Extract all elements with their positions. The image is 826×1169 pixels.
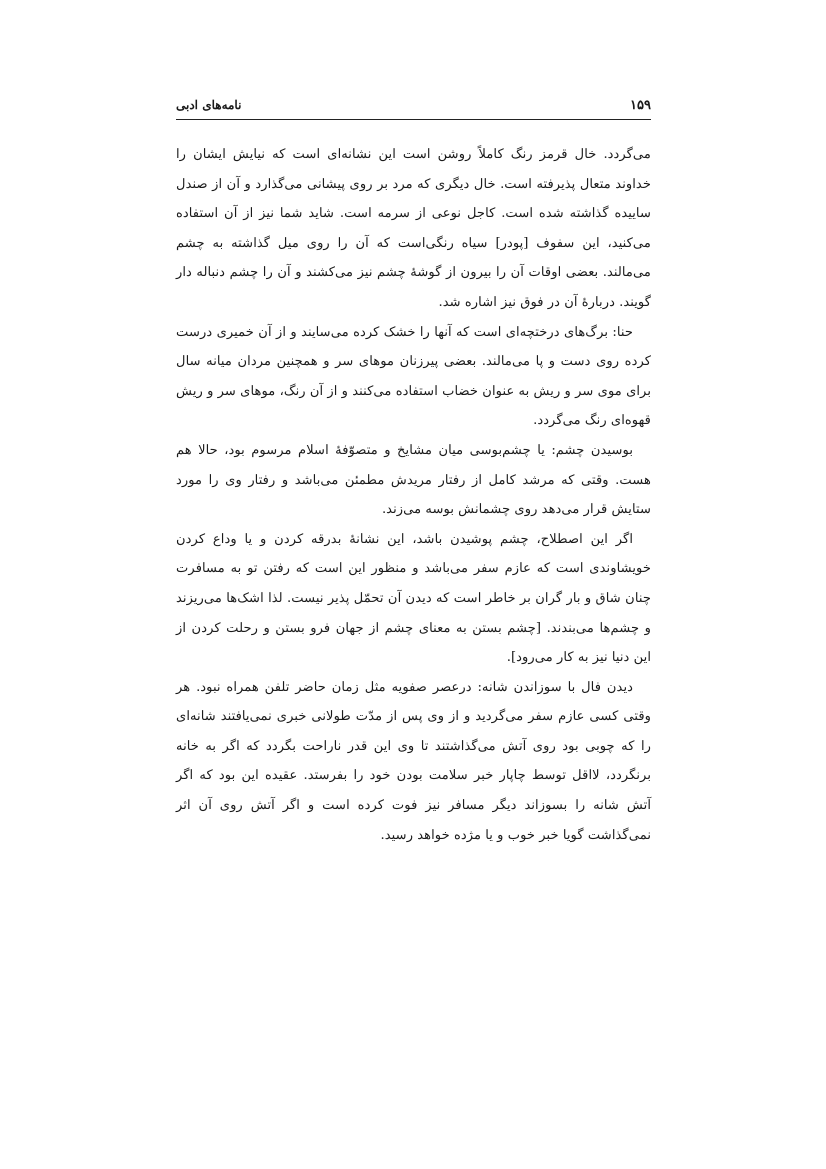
paragraph-comb-omen: دیدن فال با سوزاندن شانه: درعصر صفویه مثل زمان حاضر تلفن همراه نبود. هر وقتی کسی عازم سفر می‌گردید و از وی پس از مدّت طولانی خبری نمی‌یافتند شانه‌ای را که چوبی بود روی آتش می‌گذاشتند تا وی این قدر ناراحت بگردد که اگر به خانه برنگردد، لااقل توسط چاپار خبر سلامت بودن خود را بفرستد. عقیده این بود که اگر آتش شانه را بسوزاند دیگر مسافر نیز فوت کرده است و اگر آتش روی آن اثر نمی‌گذاشت گویا خبر خوب و یا مژده خواهد رسید. [176, 679, 651, 843]
running-title: نامه‌های ادبی [176, 98, 242, 112]
paragraph-eye-kissing: بوسیدن چشم: یا چشم‌بوسی میان مشایخ و متصوّفهٔ اسلام مرسوم بود، حالا هم هست. وقتی که مرشد کامل از رفتار مریدش مطمئن می‌باشد و رفتار وی را مورد ستایش قرار می‌دهد روی چشمانش بوسه می‌زند. [176, 442, 651, 518]
paragraph-henna: حنا: برگ‌های درختچه‌ای است که آنها را خشک کرده می‌سایند و از آن خمیری درست کرده روی دست و پا می‌مالند. بعضی پیرزنان موهای سر و همچنین مردان میانه سال برای موی سر و ریش به عنوان خضاب استفاده می‌کنند و از آن رنگ، موهای سر و ریش قهوه‌ای رنگ می‌گردد. [176, 324, 651, 429]
body-text [176, 140, 651, 850]
page-number: ۱۵۹ [630, 98, 651, 113]
running-header [176, 98, 651, 120]
paragraph-closing-eyes: اگر این اصطلاح، چشم پوشیدن باشد، این نشانهٔ بدرقه کردن و یا وداع کردن خویشاوندی است که عازم سفر می‌باشد و منظور این است که رفتن تو به مسافرت چنان شاق و بار گران بر خاطر است که دیدن آن تحمّل پذیر نیست. لذا اشک‌ها می‌ریزند و چشم‌ها می‌بندند. [چشم بستن به معنای چشم از جهان فرو بستن و رحلت کردن از این دنیا نیز به کار می‌رود]. [176, 531, 651, 666]
paragraph-continued: می‌گردد. خال قرمز رنگ کاملاً روشن است این نشانه‌ای است که نیایش ایشان را خداوند متعال پذیرفته است. خال دیگری که مرد بر روی پیشانی می‌گذارد و آن از صندل ساییده گذاشته شده است. کاجل نوعی از سرمه است. شاید شما نیز از آن استفاده می‌کنید، این سفوف [پودر] سیاه رنگی‌است که آن را روی میل گذاشته به چشم می‌مالند. بعضی اوقات آن را بیرون از گوشهٔ چشم نیز می‌کشند و آن را چشم دنباله دار گویند. دربارهٔ آن در فوق نیز اشاره شد. [176, 147, 651, 310]
book-page [176, 98, 651, 850]
